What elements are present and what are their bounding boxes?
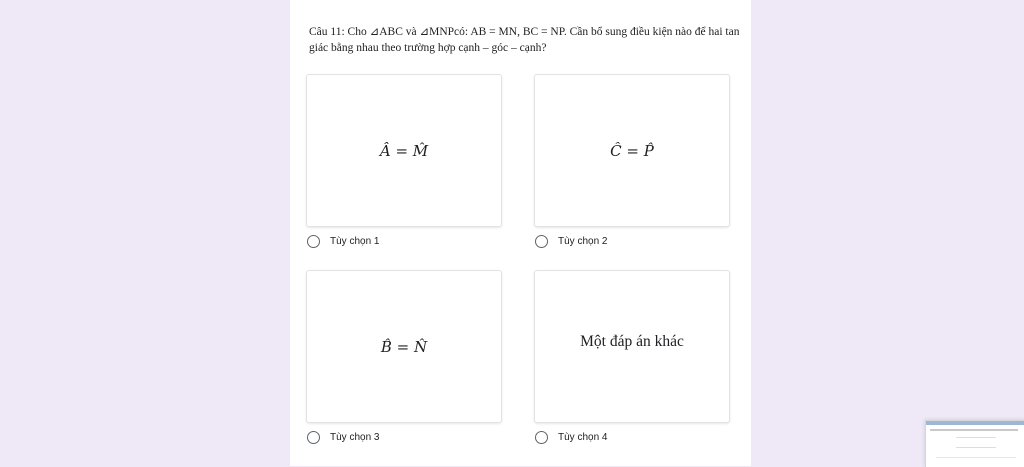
option-1-image[interactable]	[307, 75, 501, 226]
option-1-label: Tùy chọn 1	[330, 236, 380, 247]
question-line-2: giác bằng nhau theo trường hợp cạnh – góc – cạnh?	[309, 42, 547, 54]
thumbnail-toolbar	[926, 421, 1024, 425]
option-2-label: Tùy chọn 2	[558, 236, 608, 247]
option-3-label: Tùy chọn 3	[330, 432, 380, 443]
option-4-row[interactable]	[535, 431, 607, 444]
option-2-formula: Ĉ = P̂	[610, 141, 654, 160]
option-3-row[interactable]	[307, 431, 379, 444]
option-2-row[interactable]	[535, 235, 607, 248]
option-1-radio[interactable]	[307, 235, 320, 248]
thumbnail-line	[930, 429, 1018, 431]
option-3-formula: B̂ = N̂	[380, 337, 428, 356]
option-3-image[interactable]	[307, 271, 501, 422]
option-3-radio[interactable]	[307, 431, 320, 444]
screen-preview-thumbnail[interactable]	[925, 420, 1024, 467]
thumbnail-line	[956, 437, 996, 438]
option-4-image[interactable]	[535, 271, 729, 422]
option-1-formula: Â = M̂	[379, 141, 429, 160]
option-2-radio[interactable]	[535, 235, 548, 248]
option-4-text: Một đáp án khác	[580, 333, 684, 350]
question-title	[309, 24, 739, 56]
option-1-row[interactable]	[307, 235, 379, 248]
thumbnail-line	[956, 447, 996, 448]
form-card	[290, 0, 751, 466]
thumbnail-line	[936, 457, 1016, 458]
option-2-image[interactable]	[535, 75, 729, 226]
option-4-radio[interactable]	[535, 431, 548, 444]
option-4-label: Tùy chọn 4	[558, 432, 608, 443]
question-line-1: Câu 11: Cho ⊿ABC và ⊿MNPcó: AB = MN, BC = NP. Cần bổ sung điều kiện nào để hai tan	[309, 26, 739, 38]
